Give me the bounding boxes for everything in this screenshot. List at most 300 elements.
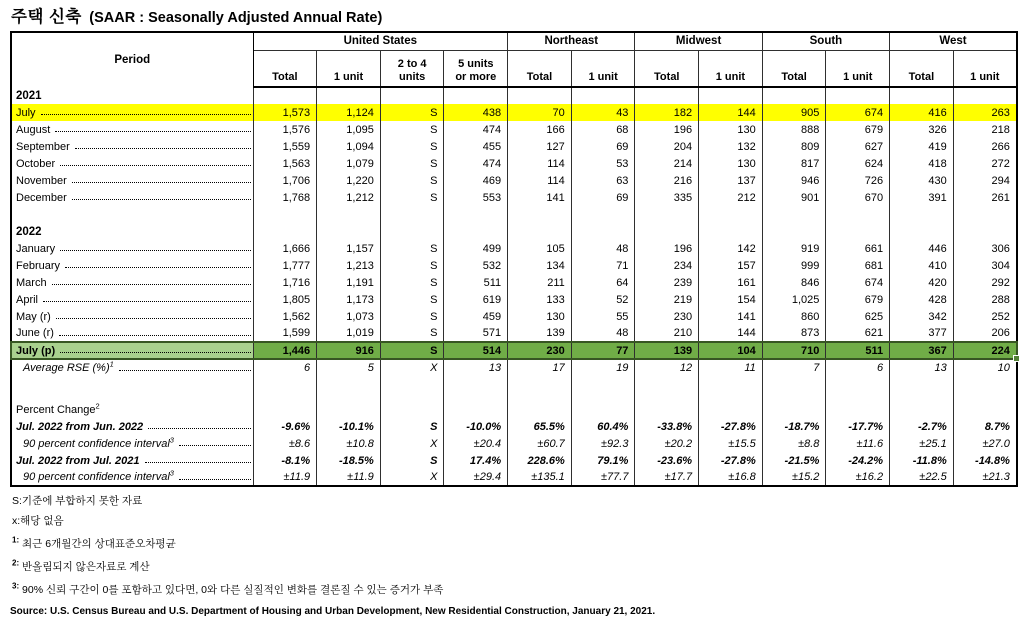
- cell-july-p-0: 1,446: [253, 342, 317, 359]
- cell-october-0: 1,563: [253, 155, 317, 172]
- cell-90-percent-confidence-interval-10: ±25.1: [890, 435, 954, 452]
- row-label-august: August: [11, 121, 253, 138]
- cell-jul-2022-from-jun-2022-5: 60.4%: [571, 418, 635, 435]
- cell-blank-11: [953, 376, 1017, 401]
- cell-blank-8: [762, 206, 826, 223]
- cell-august-4: 166: [508, 121, 572, 138]
- cell-september-2: S: [380, 138, 444, 155]
- cell-june-r-8: 873: [762, 325, 826, 342]
- cell-jul-2022-from-jun-2022-7: -27.8%: [699, 418, 763, 435]
- cell-2022-2: [380, 223, 444, 240]
- cell-october-5: 53: [571, 155, 635, 172]
- cell-2021-2: [380, 87, 444, 104]
- row-april: [11, 291, 1017, 308]
- cell-blank-6: [635, 376, 699, 401]
- row-december: [11, 189, 1017, 206]
- cell-2021-4: [508, 87, 572, 104]
- cell-average-rse-6: 12: [635, 359, 699, 376]
- cell-september-0: 1,559: [253, 138, 317, 155]
- footnote: $^{1:}$ 최근 6개월간의 상대표준오차평균: [12, 535, 176, 550]
- cell-june-r-2: S: [380, 325, 444, 342]
- cell-january-4: 105: [508, 240, 572, 257]
- cell-september-6: 204: [635, 138, 699, 155]
- selection-handle[interactable]: [1013, 355, 1020, 362]
- col-header-1-unit: 1 unit: [826, 50, 890, 87]
- cell-february-0: 1,777: [253, 257, 317, 274]
- cell-april-0: 1,805: [253, 291, 317, 308]
- cell-march-5: 64: [571, 274, 635, 291]
- cell-july-4: 70: [508, 104, 572, 121]
- footnote: S:기준에 부합하지 못한 자료: [12, 495, 143, 507]
- row-average-rse: [11, 359, 1017, 376]
- cell-2022-0: [253, 223, 317, 240]
- row-2022: [11, 223, 1017, 240]
- cell-march-11: 292: [953, 274, 1017, 291]
- dot-leader: [41, 114, 251, 115]
- cell-february-6: 234: [635, 257, 699, 274]
- cell-2022-7: [699, 223, 763, 240]
- row-label-april: April: [11, 291, 253, 308]
- row-july: [11, 104, 1017, 121]
- row-blank: [11, 206, 1017, 223]
- row-label-90-percent-confidence-interval: 90 percent confidence interval$^3$: [11, 435, 253, 452]
- cell-july-p-5: 77: [571, 342, 635, 359]
- dot-leader: [60, 352, 250, 353]
- cell-december-11: 261: [953, 189, 1017, 206]
- cell-jul-2022-from-jun-2022-4: 65.5%: [508, 418, 572, 435]
- cell-september-7: 132: [699, 138, 763, 155]
- cell-2021-5: [571, 87, 635, 104]
- cell-november-10: 430: [890, 172, 954, 189]
- cell-september-4: 127: [508, 138, 572, 155]
- cell-jul-2022-from-jun-2022-10: -2.7%: [890, 418, 954, 435]
- cell-october-2: S: [380, 155, 444, 172]
- cell-percent-change-4: [508, 401, 572, 418]
- cell-90-percent-confidence-interval-10: ±22.5: [890, 469, 954, 486]
- cell-may-r-10: 342: [890, 308, 954, 325]
- cell-jul-2022-from-jul-2021-0: -8.1%: [253, 452, 317, 469]
- row-label-december: December: [11, 189, 253, 206]
- col-header-total: Total: [762, 50, 826, 87]
- cell-90-percent-confidence-interval-3: ±20.4: [444, 435, 508, 452]
- cell-august-5: 68: [571, 121, 635, 138]
- cell-average-rse-9: 6: [826, 359, 890, 376]
- cell-september-1: 1,094: [317, 138, 381, 155]
- dot-leader: [65, 267, 250, 268]
- cell-average-rse-4: 17: [508, 359, 572, 376]
- cell-blank-7: [699, 376, 763, 401]
- cell-2021-7: [699, 87, 763, 104]
- cell-blank-9: [826, 376, 890, 401]
- cell-december-0: 1,768: [253, 189, 317, 206]
- col-header-1-unit: 1 unit: [317, 50, 381, 87]
- group-header-west: West: [890, 32, 1017, 50]
- cell-september-8: 809: [762, 138, 826, 155]
- cell-july-p-2: S: [380, 342, 444, 359]
- cell-july-p-8: 710: [762, 342, 826, 359]
- row-blank: [11, 376, 1017, 401]
- dot-leader: [179, 479, 251, 480]
- row-label-jul-2022-from-jun-2022: Jul. 2022 from Jun. 2022: [11, 418, 253, 435]
- cell-march-10: 420: [890, 274, 954, 291]
- cell-august-7: 130: [699, 121, 763, 138]
- row-october: [11, 155, 1017, 172]
- cell-october-9: 624: [826, 155, 890, 172]
- row-label-2021: 2021: [11, 87, 253, 104]
- title-korean: 주택 신축: [11, 8, 82, 26]
- cell-percent-change-8: [762, 401, 826, 418]
- dot-leader: [60, 250, 250, 251]
- cell-jul-2022-from-jul-2021-5: 79.1%: [571, 452, 635, 469]
- cell-february-1: 1,213: [317, 257, 381, 274]
- cell-2021-8: [762, 87, 826, 104]
- row-percent-change: [11, 401, 1017, 418]
- cell-may-r-9: 625: [826, 308, 890, 325]
- row-label-july: July: [11, 104, 253, 121]
- cell-july-3: 438: [444, 104, 508, 121]
- row-label-may-r: May (r): [11, 308, 253, 325]
- row-august: [11, 121, 1017, 138]
- cell-july-p-6: 139: [635, 342, 699, 359]
- cell-december-8: 901: [762, 189, 826, 206]
- cell-2022-11: [953, 223, 1017, 240]
- row-90-percent-confidence-interval: [11, 469, 1017, 486]
- cell-august-10: 326: [890, 121, 954, 138]
- cell-jul-2022-from-jul-2021-7: -27.8%: [699, 452, 763, 469]
- cell-jul-2022-from-jul-2021-2: S: [380, 452, 444, 469]
- group-header-united-states: United States: [253, 32, 508, 50]
- cell-april-8: 1,025: [762, 291, 826, 308]
- cell-november-0: 1,706: [253, 172, 317, 189]
- cell-june-r-5: 48: [571, 325, 635, 342]
- footnote: x:해당 없음: [12, 515, 64, 527]
- cell-2022-10: [890, 223, 954, 240]
- cell-april-9: 679: [826, 291, 890, 308]
- cell-blank-2: [380, 206, 444, 223]
- cell-march-2: S: [380, 274, 444, 291]
- cell-may-r-5: 55: [571, 308, 635, 325]
- cell-90-percent-confidence-interval-6: ±20.2: [635, 435, 699, 452]
- cell-blank-5: [571, 376, 635, 401]
- cell-jul-2022-from-jun-2022-11: 8.7%: [953, 418, 1017, 435]
- cell-average-rse-3: 13: [444, 359, 508, 376]
- cell-may-r-1: 1,073: [317, 308, 381, 325]
- cell-average-rse-0: 6: [253, 359, 317, 376]
- dot-leader: [43, 301, 250, 302]
- row-label-average-rse: Average RSE (%)$^1$: [11, 359, 253, 376]
- cell-90-percent-confidence-interval-4: ±60.7: [508, 435, 572, 452]
- cell-percent-change-3: [444, 401, 508, 418]
- row-jul-2022-from-jul-2021: [11, 452, 1017, 469]
- cell-february-3: 532: [444, 257, 508, 274]
- cell-2022-4: [508, 223, 572, 240]
- cell-2022-5: [571, 223, 635, 240]
- cell-october-4: 114: [508, 155, 572, 172]
- cell-september-11: 266: [953, 138, 1017, 155]
- dot-leader: [52, 284, 251, 285]
- row-march: [11, 274, 1017, 291]
- row-label-september: September: [11, 138, 253, 155]
- cell-average-rse-8: 7: [762, 359, 826, 376]
- cell-90-percent-confidence-interval-1: ±10.8: [317, 435, 381, 452]
- cell-average-rse-2: X: [380, 359, 444, 376]
- cell-percent-change-5: [571, 401, 635, 418]
- cell-november-6: 216: [635, 172, 699, 189]
- cell-blank-0: [253, 206, 317, 223]
- cell-jul-2022-from-jul-2021-6: -23.6%: [635, 452, 699, 469]
- cell-jul-2022-from-jul-2021-4: 228.6%: [508, 452, 572, 469]
- cell-august-9: 679: [826, 121, 890, 138]
- cell-2021-10: [890, 87, 954, 104]
- cell-december-3: 553: [444, 189, 508, 206]
- cell-february-2: S: [380, 257, 444, 274]
- cell-september-10: 419: [890, 138, 954, 155]
- page-title: [11, 3, 1016, 27]
- row-january: [11, 240, 1017, 257]
- cell-november-9: 726: [826, 172, 890, 189]
- row-label-90-percent-confidence-interval: 90 percent confidence interval$^3$: [11, 469, 253, 486]
- cell-blank-3: [444, 376, 508, 401]
- cell-september-3: 455: [444, 138, 508, 155]
- cell-october-3: 474: [444, 155, 508, 172]
- cell-may-r-0: 1,562: [253, 308, 317, 325]
- cell-july-6: 182: [635, 104, 699, 121]
- cell-percent-change-7: [699, 401, 763, 418]
- cell-2022-6: [635, 223, 699, 240]
- cell-90-percent-confidence-interval-4: ±135.1: [508, 469, 572, 486]
- cell-april-3: 619: [444, 291, 508, 308]
- row-label-jul-2022-from-jul-2021: Jul. 2022 from Jul. 2021: [11, 452, 253, 469]
- col-header-total: Total: [635, 50, 699, 87]
- cell-percent-change-9: [826, 401, 890, 418]
- cell-february-8: 999: [762, 257, 826, 274]
- cell-february-9: 681: [826, 257, 890, 274]
- cell-july-p-4: 230: [508, 342, 572, 359]
- cell-jul-2022-from-jun-2022-0: -9.6%: [253, 418, 317, 435]
- cell-january-7: 142: [699, 240, 763, 257]
- col-header-5-units-or-more: 5 units or more: [444, 50, 508, 87]
- group-header-midwest: Midwest: [635, 32, 762, 50]
- row-label-july-p: July (p): [11, 342, 253, 359]
- cell-average-rse-10: 13: [890, 359, 954, 376]
- cell-blank-7: [699, 206, 763, 223]
- cell-june-r-3: 571: [444, 325, 508, 342]
- cell-90-percent-confidence-interval-5: ±92.3: [571, 435, 635, 452]
- cell-jul-2022-from-jul-2021-9: -24.2%: [826, 452, 890, 469]
- cell-percent-change-2: [380, 401, 444, 418]
- col-header-1-unit: 1 unit: [699, 50, 763, 87]
- dot-leader: [56, 318, 251, 319]
- cell-june-r-9: 621: [826, 325, 890, 342]
- cell-90-percent-confidence-interval-8: ±8.8: [762, 435, 826, 452]
- row-label-blank: [11, 206, 253, 223]
- cell-november-7: 137: [699, 172, 763, 189]
- cell-90-percent-confidence-interval-1: ±11.9: [317, 469, 381, 486]
- cell-february-4: 134: [508, 257, 572, 274]
- cell-november-8: 946: [762, 172, 826, 189]
- col-header-total: Total: [508, 50, 572, 87]
- cell-october-10: 418: [890, 155, 954, 172]
- cell-jul-2022-from-jun-2022-3: -10.0%: [444, 418, 508, 435]
- row-july-p: [11, 342, 1017, 359]
- cell-january-2: S: [380, 240, 444, 257]
- dot-leader: [75, 148, 251, 149]
- cell-blank-2: [380, 376, 444, 401]
- cell-may-r-2: S: [380, 308, 444, 325]
- cell-october-1: 1,079: [317, 155, 381, 172]
- cell-jul-2022-from-jul-2021-3: 17.4%: [444, 452, 508, 469]
- cell-august-1: 1,095: [317, 121, 381, 138]
- dot-leader: [145, 462, 251, 463]
- cell-percent-change-0: [253, 401, 317, 418]
- cell-january-5: 48: [571, 240, 635, 257]
- cell-blank-10: [890, 376, 954, 401]
- col-header-total: Total: [890, 50, 954, 87]
- cell-june-r-1: 1,019: [317, 325, 381, 342]
- cell-december-2: S: [380, 189, 444, 206]
- cell-2022-9: [826, 223, 890, 240]
- cell-november-4: 114: [508, 172, 572, 189]
- col-header-1-unit: 1 unit: [953, 50, 1017, 87]
- cell-august-8: 888: [762, 121, 826, 138]
- row-label-march: March: [11, 274, 253, 291]
- cell-july-1: 1,124: [317, 104, 381, 121]
- cell-average-rse-7: 11: [699, 359, 763, 376]
- row-2021: [11, 87, 1017, 104]
- cell-september-9: 627: [826, 138, 890, 155]
- cell-blank-5: [571, 206, 635, 223]
- cell-jul-2022-from-jul-2021-1: -18.5%: [317, 452, 381, 469]
- cell-march-9: 674: [826, 274, 890, 291]
- cell-july-10: 416: [890, 104, 954, 121]
- cell-average-rse-11: 10: [953, 359, 1017, 376]
- cell-november-2: S: [380, 172, 444, 189]
- cell-march-3: 511: [444, 274, 508, 291]
- cell-december-9: 670: [826, 189, 890, 206]
- dot-leader: [119, 370, 251, 371]
- cell-may-r-7: 141: [699, 308, 763, 325]
- cell-may-r-3: 459: [444, 308, 508, 325]
- cell-90-percent-confidence-interval-8: ±15.2: [762, 469, 826, 486]
- cell-percent-change-1: [317, 401, 381, 418]
- cell-jul-2022-from-jul-2021-10: -11.8%: [890, 452, 954, 469]
- cell-90-percent-confidence-interval-2: X: [380, 435, 444, 452]
- row-label-2022: 2022: [11, 223, 253, 240]
- cell-july-p-10: 367: [890, 342, 954, 359]
- cell-jul-2022-from-jul-2021-11: -14.8%: [953, 452, 1017, 469]
- row-label-blank: [11, 376, 253, 401]
- cell-april-2: S: [380, 291, 444, 308]
- cell-july-p-1: 916: [317, 342, 381, 359]
- row-label-january: January: [11, 240, 253, 257]
- row-label-june-r: June (r): [11, 325, 253, 342]
- cell-2021-11: [953, 87, 1017, 104]
- source-line: Source: U.S. Census Bureau and U.S. Department of Housing and Urban Development, New Residential Construction, January 21, 2021.: [10, 606, 656, 617]
- cell-june-r-7: 144: [699, 325, 763, 342]
- cell-march-7: 161: [699, 274, 763, 291]
- dot-leader: [148, 428, 250, 429]
- cell-december-6: 335: [635, 189, 699, 206]
- cell-january-8: 919: [762, 240, 826, 257]
- cell-90-percent-confidence-interval-9: ±11.6: [826, 435, 890, 452]
- col-header-total: Total: [253, 50, 317, 87]
- cell-july-11: 263: [953, 104, 1017, 121]
- cell-percent-change-6: [635, 401, 699, 418]
- cell-january-1: 1,157: [317, 240, 381, 257]
- cell-2021-1: [317, 87, 381, 104]
- cell-90-percent-confidence-interval-2: X: [380, 469, 444, 486]
- row-label-percent-change: Percent Change$^2$: [11, 401, 253, 418]
- cell-november-5: 63: [571, 172, 635, 189]
- col-header-period: Period: [11, 32, 253, 87]
- cell-october-7: 130: [699, 155, 763, 172]
- cell-2021-0: [253, 87, 317, 104]
- dot-leader: [72, 199, 251, 200]
- cell-august-6: 196: [635, 121, 699, 138]
- cell-april-1: 1,173: [317, 291, 381, 308]
- cell-jul-2022-from-jun-2022-9: -17.7%: [826, 418, 890, 435]
- cell-90-percent-confidence-interval-6: ±17.7: [635, 469, 699, 486]
- cell-september-5: 69: [571, 138, 635, 155]
- cell-november-11: 294: [953, 172, 1017, 189]
- row-september: [11, 138, 1017, 155]
- cell-90-percent-confidence-interval-7: ±16.8: [699, 469, 763, 486]
- cell-february-7: 157: [699, 257, 763, 274]
- cell-january-10: 446: [890, 240, 954, 257]
- dot-leader: [55, 131, 250, 132]
- cell-april-6: 219: [635, 291, 699, 308]
- row-february: [11, 257, 1017, 274]
- cell-90-percent-confidence-interval-7: ±15.5: [699, 435, 763, 452]
- dot-leader: [60, 165, 250, 166]
- cell-july-0: 1,573: [253, 104, 317, 121]
- cell-jul-2022-from-jun-2022-1: -10.1%: [317, 418, 381, 435]
- cell-90-percent-confidence-interval-11: ±21.3: [953, 469, 1017, 486]
- cell-jul-2022-from-jun-2022-6: -33.8%: [635, 418, 699, 435]
- row-may-r: [11, 308, 1017, 325]
- cell-blank-1: [317, 206, 381, 223]
- cell-november-3: 469: [444, 172, 508, 189]
- cell-blank-8: [762, 376, 826, 401]
- cell-average-rse-1: 5: [317, 359, 381, 376]
- cell-july-p-11: 224: [953, 342, 1017, 359]
- cell-blank-6: [635, 206, 699, 223]
- col-header-1-unit: 1 unit: [571, 50, 635, 87]
- cell-july-5: 43: [571, 104, 635, 121]
- cell-july-9: 674: [826, 104, 890, 121]
- cell-blank-4: [508, 376, 572, 401]
- cell-june-r-0: 1,599: [253, 325, 317, 342]
- cell-may-r-8: 860: [762, 308, 826, 325]
- cell-february-5: 71: [571, 257, 635, 274]
- row-label-february: February: [11, 257, 253, 274]
- cell-july-p-9: 511: [826, 342, 890, 359]
- cell-december-10: 391: [890, 189, 954, 206]
- cell-june-r-6: 210: [635, 325, 699, 342]
- row-november: [11, 172, 1017, 189]
- cell-average-rse-5: 19: [571, 359, 635, 376]
- cell-2021-3: [444, 87, 508, 104]
- housing-starts-table: [10, 31, 1018, 487]
- cell-blank-9: [826, 206, 890, 223]
- cell-november-1: 1,220: [317, 172, 381, 189]
- cell-90-percent-confidence-interval-9: ±16.2: [826, 469, 890, 486]
- cell-90-percent-confidence-interval-5: ±77.7: [571, 469, 635, 486]
- dot-leader: [59, 335, 251, 336]
- cell-july-7: 144: [699, 104, 763, 121]
- cell-90-percent-confidence-interval-3: ±29.4: [444, 469, 508, 486]
- cell-blank-3: [444, 206, 508, 223]
